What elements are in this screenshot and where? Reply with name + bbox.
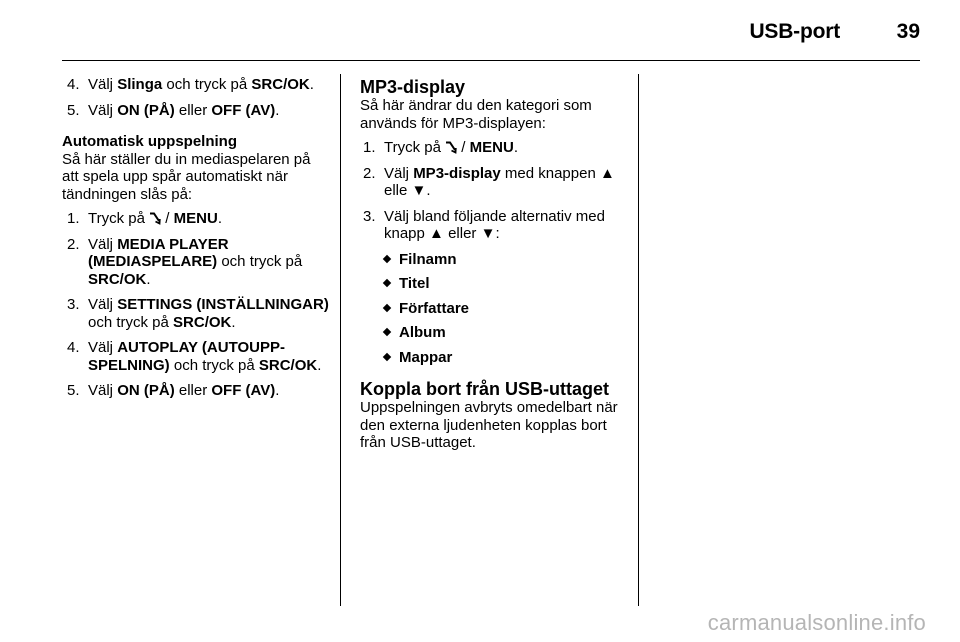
list-item: 2. Välj MEDIA PLAYER (MEDIASPELARE) och tryck på SRC/OK. [67,235,303,288]
up-arrow-icon: ▲ [429,225,444,242]
disconnect-heading: Koppla bort från USB-uttaget [360,379,609,399]
bullet-icon [383,328,391,336]
header-rule [62,60,920,61]
list-item: Album [384,324,628,342]
bullet-icon [383,352,391,360]
list-item: Titel [384,275,628,293]
disconnect-body: Uppspelningen avbryts omedelbart när den externa ljudenheten kopplas bort från USB-uttaget. [360,399,618,451]
down-arrow-icon: ▼ [480,225,496,242]
page-header [62,20,920,44]
autoplay-heading: Automatisk uppspelning [62,133,238,150]
list-item: 5. Välj ON (PÅ) eller OFF (AV). [67,382,280,399]
mp3-display-heading: MP3-display [360,77,466,97]
list-item: 4. Välj Slinga och tryck på SRC/OK. [67,76,314,93]
list-item: Filnamn [384,251,628,269]
list-item: 1. Tryck på / MENU. [363,139,518,156]
column-divider-right [638,74,639,606]
slinga-steps [62,76,330,119]
return-arrow-icon [445,141,457,154]
watermark: carmanualsonline.info [707,610,926,635]
bullet-icon [383,254,391,262]
list-item: 5. Välj ON (PÅ) eller OFF (AV). [67,101,280,119]
list-item: 4. Välj AUTOPLAY (AUTOUPP-SPELNING) och tryck på SRC/OK. [67,339,322,374]
list-item: Mappar [384,349,628,367]
mp3-steps [360,139,628,243]
page-title: USB-port [749,20,840,43]
left-column [62,76,330,408]
list-item: 2. Välj MP3-display med knappen ▲ elle ▼. [363,164,615,199]
autoplay-steps [62,210,330,400]
middle-column [360,78,628,452]
mp3-display-intro: Så här ändrar du den kategori som används för MP3-displayen: [360,97,592,132]
list-item: 3. Välj SETTINGS (INSTÄLLNINGAR) och tryck på SRC/OK. [67,296,329,331]
mp3-options [384,251,628,367]
bullet-icon [383,279,391,287]
up-arrow-icon: ▲ [599,164,615,182]
return-arrow-icon [149,212,161,225]
autoplay-intro: Så här ställer du in mediaspelaren på att spela upp spår automatiskt när tändningen slås på: [62,150,311,203]
page-number: 39 [896,20,920,43]
list-item: 3. Välj bland följande alternativ med knapp ▲ eller ▼: [363,207,605,242]
column-divider-left [340,74,341,606]
list-item: Författare [384,300,628,318]
list-item: 1. Tryck på / MENU. [67,210,222,227]
down-arrow-icon: ▼ [411,182,427,199]
bullet-icon [383,303,391,311]
